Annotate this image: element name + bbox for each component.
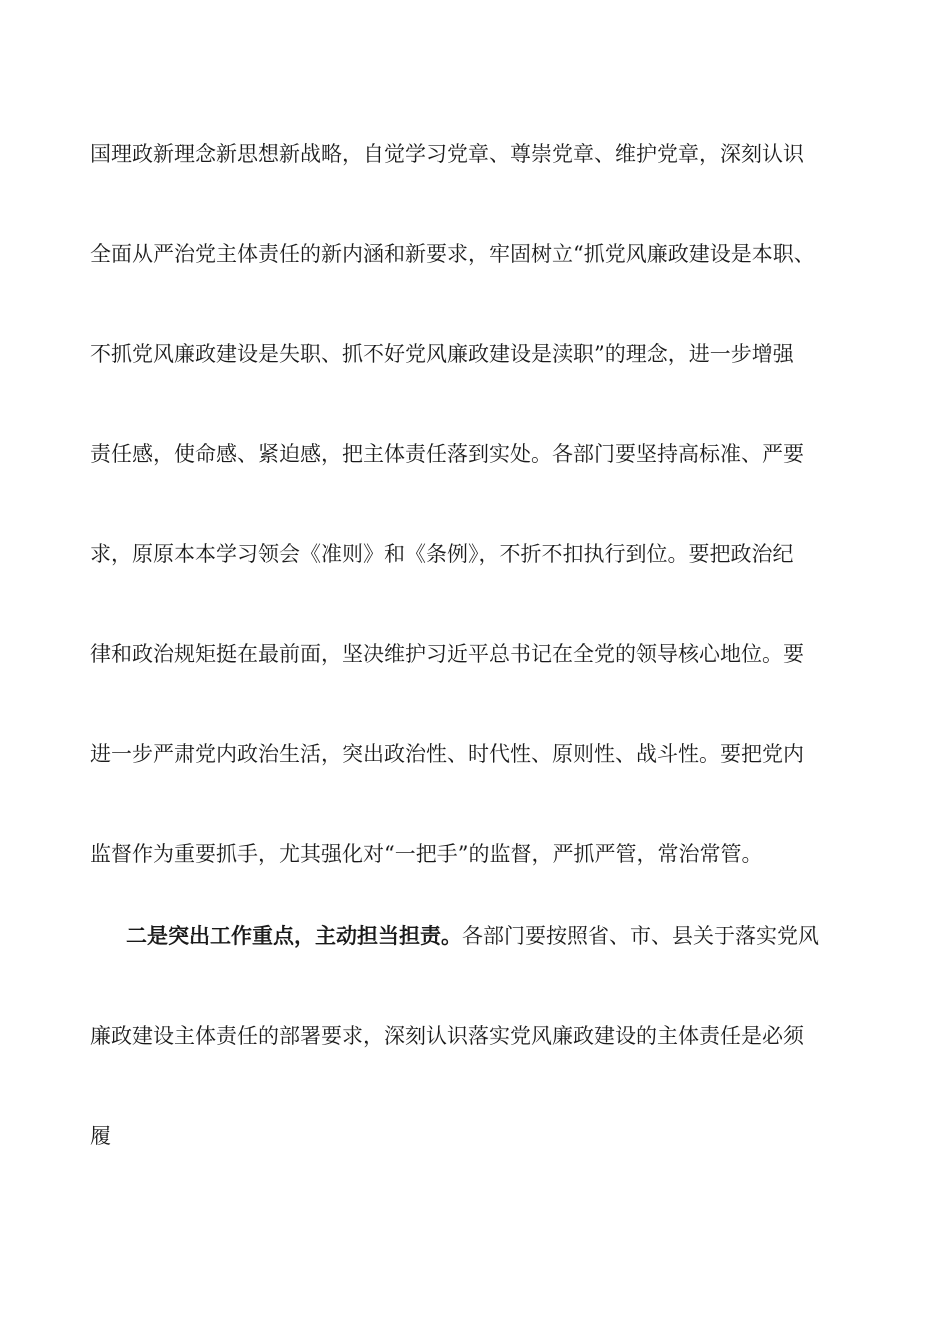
text-line-1: 国理政新理念新思想新战略，自觉学习党章、尊崇党章、维护党章，深刻认识 [90,142,804,166]
text-line-8: 监督作为重要抓手，尤其强化对“一把手”的监督，严抓严管，常治常管。 [90,842,763,866]
text-line-2: 全面从严治党主体责任的新内涵和新要求，牢固树立“抓党风廉政建设是本职、 [90,242,815,266]
paragraph-2-line-2: 廉政建设主体责任的部署要求，深刻认识落实党风廉政建设的主体责任是必须 [90,1024,804,1048]
text-line-3: 不抓党风廉政建设是失职、抓不好党风廉政建设是渎职”的理念，进一步增强 [90,342,794,366]
text-line-4: 责任感，使命感、紧迫感，把主体责任落到实处。各部门要坚持高标准、严要 [90,442,804,466]
paragraph-2-line-3: 履 [90,1124,111,1148]
text-line-7: 进一步严肃党内政治生活，突出政治性、时代性、原则性、战斗性。要把党内 [90,742,804,766]
paragraph-2-text: 各部门要按照省、市、县关于落实党风 [462,924,819,948]
paragraph-2-heading: 二是突出工作重点，主动担当担责。 [126,924,462,948]
paragraph-2-first-line [126,921,890,951]
text-line-6: 律和政治规矩挺在最前面，坚决维护习近平总书记在全党的领导核心地位。要 [90,642,804,666]
text-line-5: 求，原原本本学习领会《准则》和《条例》，不折不扣执行到位。要把政治纪 [90,542,794,566]
